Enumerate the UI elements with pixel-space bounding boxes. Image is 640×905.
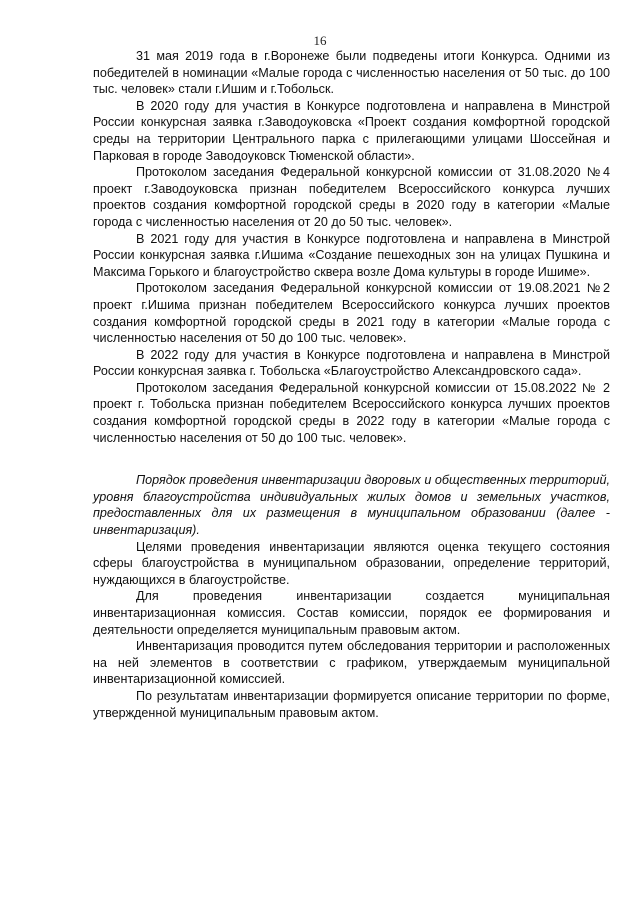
paragraph: Для проведения инвентаризации создается муниципальная инвентаризационная комиссия. Состав комиссии, порядок ее формирования и деятельности определяется муниципальным правовым актом.	[93, 589, 610, 637]
section-heading: Порядок проведения инвентаризации дворовых и общественных территорий, уровня благоустройства индивидуальных жилых домов и земельных участков, предоставленных для их размещения в муниципальном образовании (далее - инвентаризация).	[93, 473, 610, 538]
paragraph: Протоколом заседания Федеральной конкурсной комиссии от 15.08.2022 № 2 проект г. Тобольска признан победителем Всероссийского конкурса лучших проектов создания комфортной городской среды в 2022 году в категории «Малые города с численностью населения от 50 до 100 тыс. человек».	[93, 380, 610, 445]
section-spacer	[93, 446, 610, 472]
paragraph: Целями проведения инвентаризации являются оценка текущего состояния сферы благоустройства в муниципальном образовании, определение территорий, нуждающихся в благоустройстве.	[93, 539, 610, 587]
paragraph: В 2020 году для участия в Конкурсе подготовлена и направлена в Минстрой России конкурсная заявка г.Заводоуковска «Проект создания комфортной городской среды на территории Центрального парка с прилегающими улицами Шоссейная и Парковая в городе Заводоуковск Тюменской области».	[93, 98, 610, 163]
paragraph: По результатам инвентаризации формируется описание территории по форме, утвержденной муниципальным правовым актом.	[93, 688, 610, 720]
paragraph: Инвентаризация проводится путем обследования территории и расположенных на ней элементов в соответствии с графиком, утверждаемым муниципальной инвентаризационной комиссией.	[93, 639, 610, 687]
paragraph: Протоколом заседания Федеральной конкурсной комиссии от 19.08.2021 №2 проект г.Ишима признан победителем Всероссийского конкурса лучших проектов создания комфортной городской среды в 2021 году в категории «Малые города с численностью населения от 50 до 100 тыс. человек».	[93, 281, 610, 346]
paragraph: В 2021 году для участия в Конкурсе подготовлена и направлена в Минстрой России конкурсная заявка г.Ишима «Создание пешеходных зон на улицах Пушкина и Максима Горького и благоустройство сквера возле Дома культуры в городе Ишиме».	[93, 231, 610, 279]
page-number: 16	[313, 33, 327, 48]
document-body	[93, 48, 610, 721]
paragraph: В 2022 году для участия в Конкурсе подготовлена и направлена в Минстрой России конкурсная заявка г. Тобольска «Благоустройство Александровского сада».	[93, 347, 610, 379]
paragraph: 31 мая 2019 года в г.Воронеже были подведены итоги Конкурса. Одними из победителей в номинации «Малые города с численностью населения от 50 тыс. до 100 тыс. человек» стали г.Ишим и г.Тобольск.	[93, 49, 610, 97]
paragraph: Протоколом заседания Федеральной конкурсной комиссии от 31.08.2020 №4 проект г.Заводоуковска признан победителем Всероссийского конкурса лучших проектов создания комфортной городской среды в 2020 году в категории «Малые города с численностью населения от 20 до 50 тыс. человек».	[93, 165, 610, 229]
